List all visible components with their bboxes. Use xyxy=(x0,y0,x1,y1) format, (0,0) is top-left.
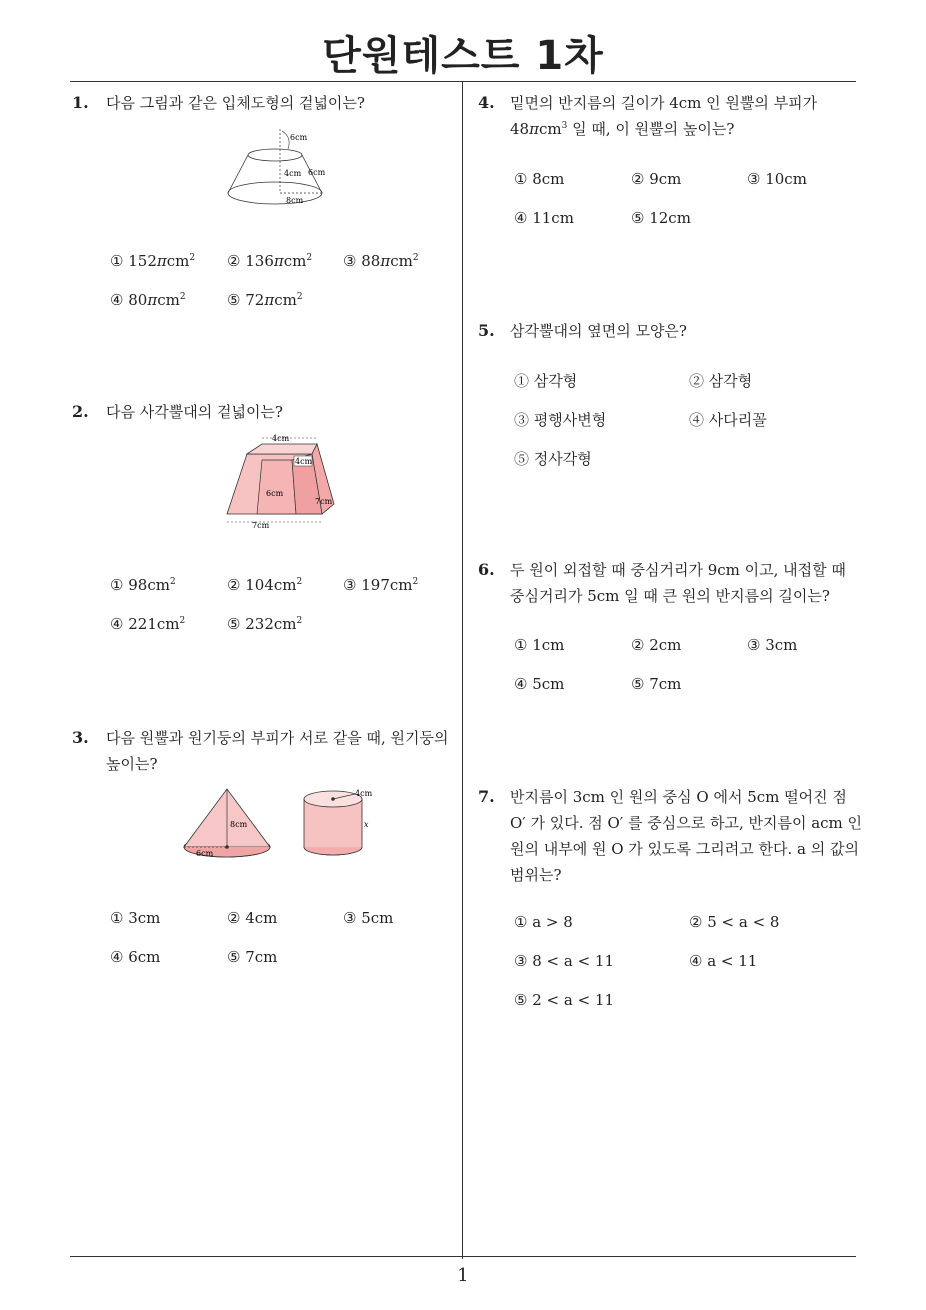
option-1[interactable]: ① 1cm xyxy=(514,636,565,654)
option-3[interactable]: ③ 10cm xyxy=(747,170,807,188)
option-1[interactable]: ① 3cm xyxy=(110,909,161,927)
column-divider xyxy=(462,82,463,1259)
question-number: 6. xyxy=(478,560,495,579)
option-3[interactable]: ③ $197cm^2$ xyxy=(343,576,419,594)
question-text: 삼각뿔대의 옆면의 모양은? xyxy=(510,322,687,340)
figure-label: 8cm xyxy=(286,196,304,205)
question-text-line-1: 두 원이 외접할 때 중심거리가 9cm 이고, 내접할 때 xyxy=(510,561,846,579)
option-3[interactable]: ③ 3cm xyxy=(747,636,798,654)
frustum-cone-figure xyxy=(220,125,340,210)
question-text: 다음 그림과 같은 입체도형의 겉넓이는? xyxy=(106,94,365,112)
question-text-line-2: 48πcm$^3$ 일 때, 이 원뿔의 높이는? xyxy=(510,120,735,138)
figure-label: x xyxy=(364,820,369,829)
option-2[interactable]: ② 5 < a < 8 xyxy=(689,913,780,931)
question-text-line-3: 원의 내부에 원 O 가 있도록 그리려고 한다. a 의 값의 xyxy=(510,840,860,858)
question-number: 2. xyxy=(72,402,89,421)
option-1[interactable]: ① $98cm^2$ xyxy=(110,576,176,594)
option-1[interactable]: ① 152πcm$^2$ xyxy=(110,252,196,270)
option-2[interactable]: ② 4cm xyxy=(227,909,278,927)
option-5[interactable]: ⑤ $232cm^2$ xyxy=(227,615,303,633)
question-text-line-1: 반지름이 3cm 인 원의 중심 O 에서 5cm 떨어진 점 xyxy=(510,788,847,806)
question-number: 3. xyxy=(72,728,89,747)
question-text-line-2: 높이는? xyxy=(106,755,158,773)
question-text-line-4: 범위는? xyxy=(510,866,562,884)
question-text: 다음 사각뿔대의 겉넓이는? xyxy=(106,403,283,421)
option-5[interactable]: ⑤ 7cm xyxy=(227,948,278,966)
figure-label: 7cm xyxy=(252,521,270,530)
option-1[interactable]: ① a > 8 xyxy=(514,913,573,931)
option-4[interactable]: ④ 80πcm$^2$ xyxy=(110,291,186,309)
header-rule xyxy=(70,81,856,82)
option-4[interactable]: ④ 6cm xyxy=(110,948,161,966)
option-3[interactable]: ③ 5cm xyxy=(343,909,394,927)
cone-figure xyxy=(180,785,275,863)
option-5[interactable]: ⑤ 2 < a < 11 xyxy=(514,991,614,1009)
option-2[interactable]: ② 삼각형 xyxy=(689,372,753,390)
question-text-line-1: 다음 원뿔과 원기둥의 부피가 서로 같을 때, 원기둥의 xyxy=(106,729,449,747)
figure-label: 7cm xyxy=(315,497,333,506)
option-4[interactable]: ④ a < 11 xyxy=(689,952,758,970)
figure-label: 6cm xyxy=(308,168,326,177)
option-5[interactable]: ⑤ 정사각형 xyxy=(514,450,592,468)
question-text-line-2: 중심거리가 5cm 일 때 큰 원의 반지름의 길이는? xyxy=(510,587,830,605)
option-1[interactable]: ① 8cm xyxy=(514,170,565,188)
option-4[interactable]: ④ $221cm^2$ xyxy=(110,615,186,633)
figure-label: 6cm xyxy=(196,849,214,858)
figure-label: 8cm xyxy=(230,820,248,829)
figure-label: 4cm xyxy=(284,169,302,178)
option-2[interactable]: ② 9cm xyxy=(631,170,682,188)
option-1[interactable]: ① 삼각형 xyxy=(514,372,578,390)
option-3[interactable]: ③ 8 < a < 11 xyxy=(514,952,614,970)
cylinder-figure xyxy=(300,785,380,863)
option-2[interactable]: ② $104cm^2$ xyxy=(227,576,303,594)
question-number: 1. xyxy=(72,93,89,112)
figure-label: 6cm xyxy=(266,489,284,498)
question-text-line-1: 밑면의 반지름의 길이가 4cm 인 원뿔의 부피가 xyxy=(510,94,818,112)
option-2[interactable]: ② 136πcm$^2$ xyxy=(227,252,313,270)
question-number: 7. xyxy=(478,787,495,806)
option-2[interactable]: ② 2cm xyxy=(631,636,682,654)
option-5[interactable]: ⑤ 7cm xyxy=(631,675,682,693)
figure-label: 4cm xyxy=(295,457,313,466)
square-frustum-figure xyxy=(222,432,342,532)
figure-label: 4cm xyxy=(272,434,290,443)
question-number: 5. xyxy=(478,321,495,340)
question-number: 4. xyxy=(478,93,495,112)
footer-rule xyxy=(70,1256,856,1257)
option-3[interactable]: ③ 평행사변형 xyxy=(514,411,607,429)
figure-label: 4cm xyxy=(355,789,373,798)
option-5[interactable]: ⑤ 12cm xyxy=(631,209,691,227)
figure-label: 6cm xyxy=(290,133,308,142)
option-5[interactable]: ⑤ 72πcm$^2$ xyxy=(227,291,303,309)
question-text-line-2: O′ 가 있다. 점 O′ 를 중심으로 하고, 반지름이 acm 인 xyxy=(510,814,863,832)
page-number: 1 xyxy=(457,1265,469,1286)
option-4[interactable]: ④ 사다리꼴 xyxy=(689,411,767,429)
page-title: 단원테스트 1차 xyxy=(322,33,604,79)
option-4[interactable]: ④ 11cm xyxy=(514,209,574,227)
option-4[interactable]: ④ 5cm xyxy=(514,675,565,693)
option-3[interactable]: ③ 88πcm$^2$ xyxy=(343,252,419,270)
